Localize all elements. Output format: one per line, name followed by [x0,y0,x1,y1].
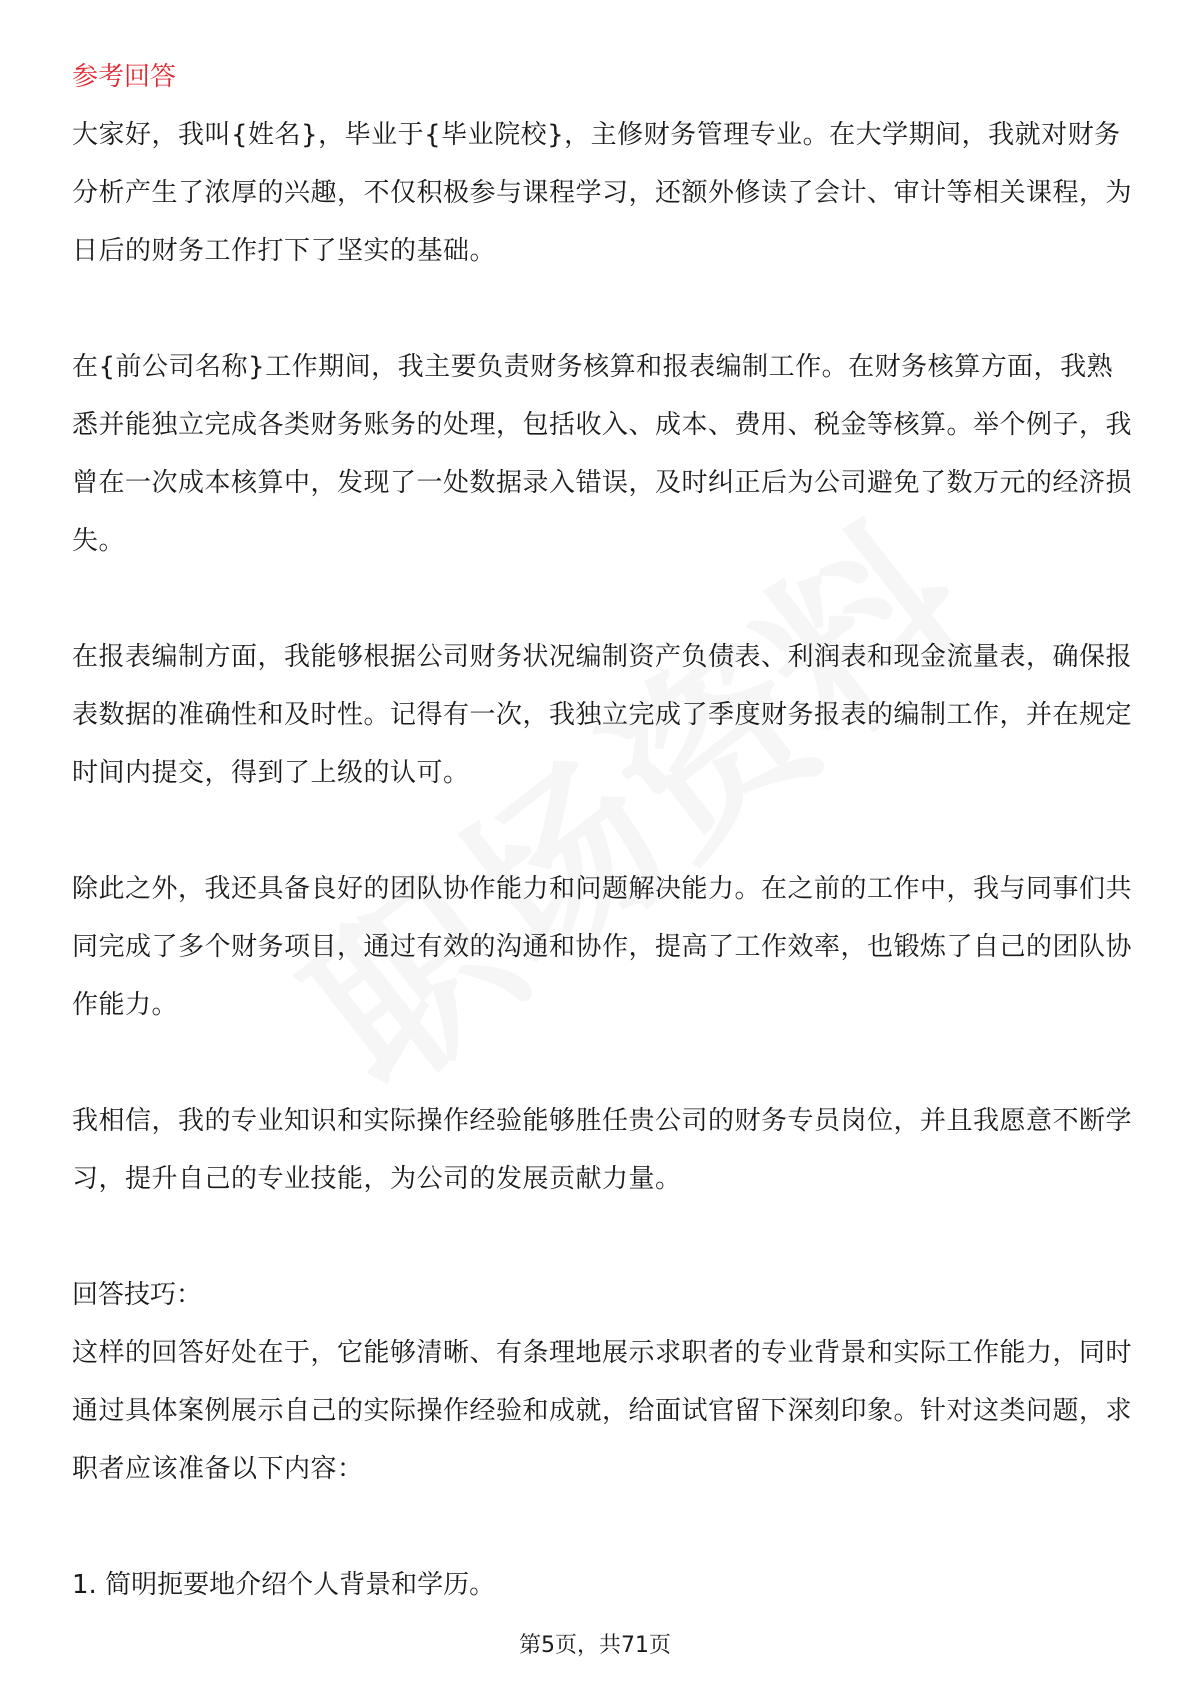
paragraph-intro: 大家好，我叫{姓名}，毕业于{毕业院校}，主修财务管理专业。在大学期间，我就对财务分析产生了浓厚的兴趣，不仅积极参与课程学习，还额外修读了会计、审计等相关课程，为日后的财务工作打下了坚实的基础。 [72,120,1133,266]
tips-heading: 回答技巧： [72,1280,203,1310]
document-page [72,48,1132,1614]
section-heading: 参考回答 [72,62,177,92]
page-footer: 第5页，共71页 [519,1633,671,1658]
paragraph-conclusion: 我相信，我的专业知识和实际操作经验能够胜任贵公司的财务专员岗位，并且我愿意不断学习，提升自己的专业技能，为公司的发展贡献力量。 [72,1106,1133,1194]
paragraph-teamwork: 除此之外，我还具备良好的团队协作能力和问题解决能力。在之前的工作中，我与同事们共同完成了多个财务项目，通过有效的沟通和协作，提高了工作效率，也锻炼了自己的团队协作能力。 [72,874,1133,1020]
paragraph-reports: 在报表编制方面，我能够根据公司财务状况编制资产负债表、利润表和现金流量表，确保报表数据的准确性和及时性。记得有一次，我独立完成了季度财务报表的编制工作，并在规定时间内提交，得到了上级的认可。 [72,642,1133,788]
list-item: 1. 简明扼要地介绍个人背景和学历。 [72,1570,496,1600]
tips-paragraph: 这样的回答好处在于，它能够清晰、有条理地展示求职者的专业背景和实际工作能力，同时通过具体案例展示自己的实际操作经验和成就，给面试官留下深刻印象。针对这类问题，求职者应该准备以下内容： [72,1338,1133,1484]
paragraph-experience: 在{前公司名称}工作期间，我主要负责财务核算和报表编制工作。在财务核算方面，我熟悉并能独立完成各类财务账务的处理，包括收入、成本、费用、税金等核算。举个例子，我曾在一次成本核算中，发现了一处数据录入错误，及时纠正后为公司避免了数万元的经济损失。 [72,352,1133,556]
